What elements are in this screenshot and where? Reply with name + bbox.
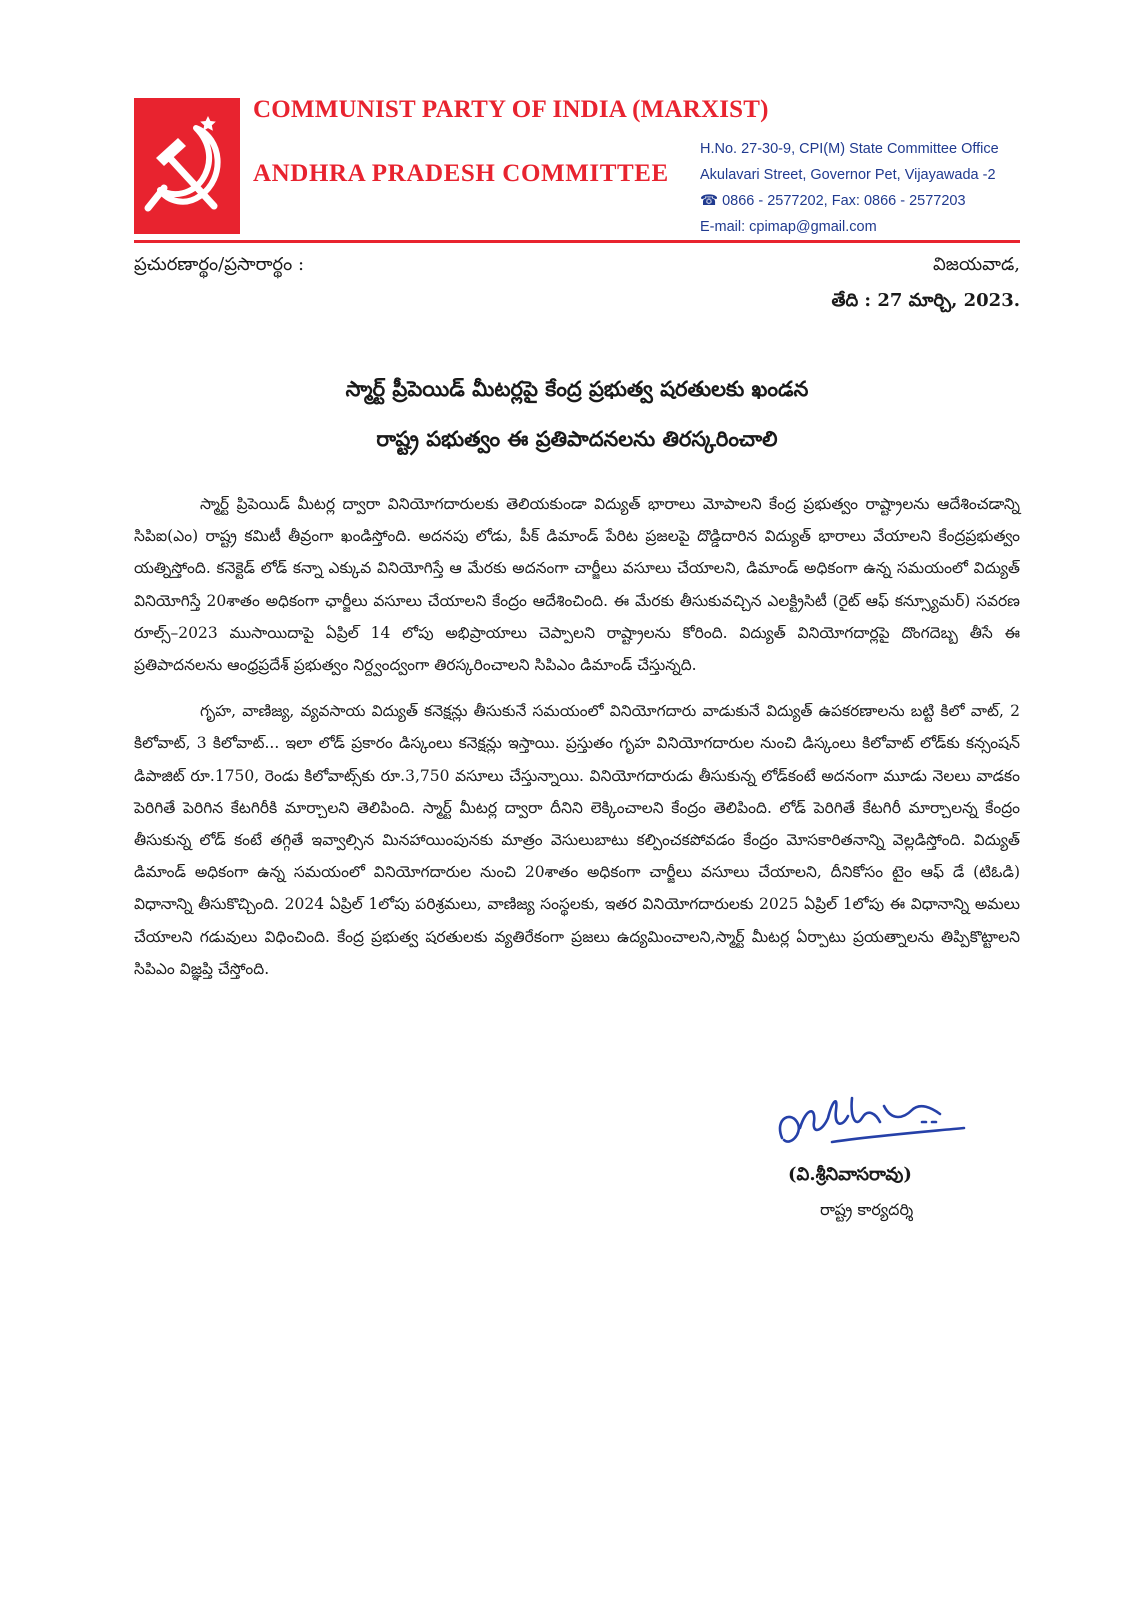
hammer-sickle-icon xyxy=(134,98,240,234)
paragraph-1: స్మార్ట్ ప్రిపెయిడ్ మీటర్ల ద్వారా వినియోగదారులకు తెలియకుండా విద్యుత్ భారాలు మోపాలని కేంద్ర ప్రభుత్వం రాష్ట్రాలను ఆదేశించడాన్ని సిపిఐ(ఎం) రాష్ట్ర కమిటీ తీవ్రంగా ఖండిస్తోంది. అదనపు లోడు, పీక్ డిమాండ్ పేరిట ప్రజలపై దొడ్డిదారిన విద్యుత్ భారాలు వేయాలని కేంద్రప్రభుత్వం యత్నిస్తోంది. కనెక్టెడ్ లోడ్ కన్నా ఎక్కువ వినియోగిస్తే ఆ మేరకు అదనంగా చార్జీలు వసూలు చేయాలని, డిమాండ్ అధికంగా ఉన్న సమయంలో విద్యుత్ వినియోగిస్తే 20శాతం అధికంగా ఛార్జీలు వసూలు చేయాలని కేంద్రం ఆదేశించింది. ఈ మేరకు తీసుకువచ్చిన ఎలక్ట్రిసిటీ (రైట్ ఆఫ్ కన్స్యూమర్) సవరణ రూల్స్–2023 ముసాయిదాపై ఏప్రిల్ 14 లోపు అభిప్రాయాలు చెప్పాలని రాష్ట్రాలను కోరింది. విద్యుత్ వినియోగదార్లపై దొంగదెబ్బ తీసే ఈ ప్రతిపాదనలను ఆంధ్రప్రదేశ్ ప్రభుత్వం నిర్ద్వంద్వంగా తిరస్కరించాలని సిపిఎం డిమాండ్ చేస్తున్నది. xyxy=(134,495,1020,675)
paragraph-2: గృహ, వాణిజ్య, వ్యవసాయ విద్యుత్ కనెక్షన్లు తీసుకునే సమయంలో వినియోగదారు వాడుకునే విద్యుత్ ఉపకరణాలను బట్టి కిలో వాట్, 2 కిలోవాట్, 3 కిలోవాట్... ఇలా లోడ్ ప్రకారం డిస్కంలు కనెక్షన్లు ఇస్తాయి. ప్రస్తుతం గృహ వినియోగదారుల నుంచి డిస్కంలు కిలోవాట్ లోడ్‌కు కన్సంషన్ డిపాజిట్ రూ.1750, రెండు కిలోవాట్స్‌కు రూ.3,750 వసూలు చేస్తున్నాయి. వినియోగదారుడు తీసుకున్న లోడ్‌కంటే అదనంగా మూడు నెలలు వాడకం పెరిగితే పెరిగిన కేటగిరీకి మార్చాలని తెలిపింది. స్మార్ట్ మీటర్ల ద్వారా దీనిని లెక్కించాలని కేంద్రం తెలిపింది. లోడ్ పెరిగితే కేటగిరీ మార్చాలన్న కేంద్రం తీసుకున్న లోడ్ కంటే తగ్గితే ఇవ్వాల్సిన మినహాయింపునకు మాత్రం వెసులుబాటు కల్పించకపోవడం కేంద్రం మోసకారితనాన్ని వెల్లడిస్తోంది. విద్యుత్ డిమాండ్ అధికంగా ఉన్న సమయంలో వినియోగదారుల నుంచి 20శాతం అధికంగా చార్జీలు వసూలు చేయాలని, దీనికోసం టైం ఆఫ్ డే (టిఓడి) విధానాన్ని తీసుకొచ్చింది. 2024 ఏప్రిల్ 1లోపు పరిశ్రమలు, వాణిజ్య సంస్థలకు, ఇతర వినియోగదారులకు 2025 ఏప్రిల్ 1లోపు ఈ విధానాన్ని అమలు చేయాలని గడువులు విధించింది. కేంద్ర ప్రభుత్వ షరతులకు వ్యతిరేకంగా ప్రజలు ఉద్యమించాలని,స్మార్ట్ మీటర్ల ఏర్పాటు ప్రయత్నాలను తిప్పికొట్టాలని సిపిఎం విజ్ఞప్తి చేస్తోంది. xyxy=(134,702,1020,978)
address-line-email: E-mail: cpimap@gmail.com xyxy=(700,219,877,235)
address-line-1: H.No. 27-30-9, CPI(M) State Committee Office xyxy=(700,141,999,157)
org-committee: ANDHRA PRADESH COMMITTEE xyxy=(253,160,669,187)
signature-mark xyxy=(772,1088,972,1160)
letterhead-divider xyxy=(134,240,1020,243)
body-text xyxy=(134,488,1020,999)
org-name: COMMUNIST PARTY OF INDIA (MARXIST) xyxy=(253,96,769,123)
signature xyxy=(772,1088,972,1160)
address-line-2: Akulavari Street, Governor Pet, Vijayawada -2 xyxy=(700,167,996,183)
headline-line-1: స్మార్ట్ ప్రీపెయిడ్ మీటర్లపై కేంద్ర ప్రభుత్వ షరతులకు ఖండన xyxy=(345,376,809,401)
office-address xyxy=(700,136,999,240)
release-label: ప్రచురణార్థం/ప్రసారార్థం : xyxy=(134,254,305,275)
signatory-title: రాష్ట్ర కార్యదర్శి xyxy=(820,1200,914,1219)
address-line-phone: ☎ 0866 - 2577202, Fax: 0866 - 2577203 xyxy=(700,193,966,209)
party-logo xyxy=(134,98,240,234)
date: తేది : 27 మార్చి, 2023. xyxy=(831,290,1020,311)
signatory-name: (వి.శ్రీనివాసరావు) xyxy=(788,1164,912,1185)
place: విజయవాడ, xyxy=(932,254,1020,275)
headline-line-2: రాష్ట్ర పభుత్వం ఈ ప్రతిపాదనలను తిరస్కరించాలి xyxy=(376,426,778,451)
